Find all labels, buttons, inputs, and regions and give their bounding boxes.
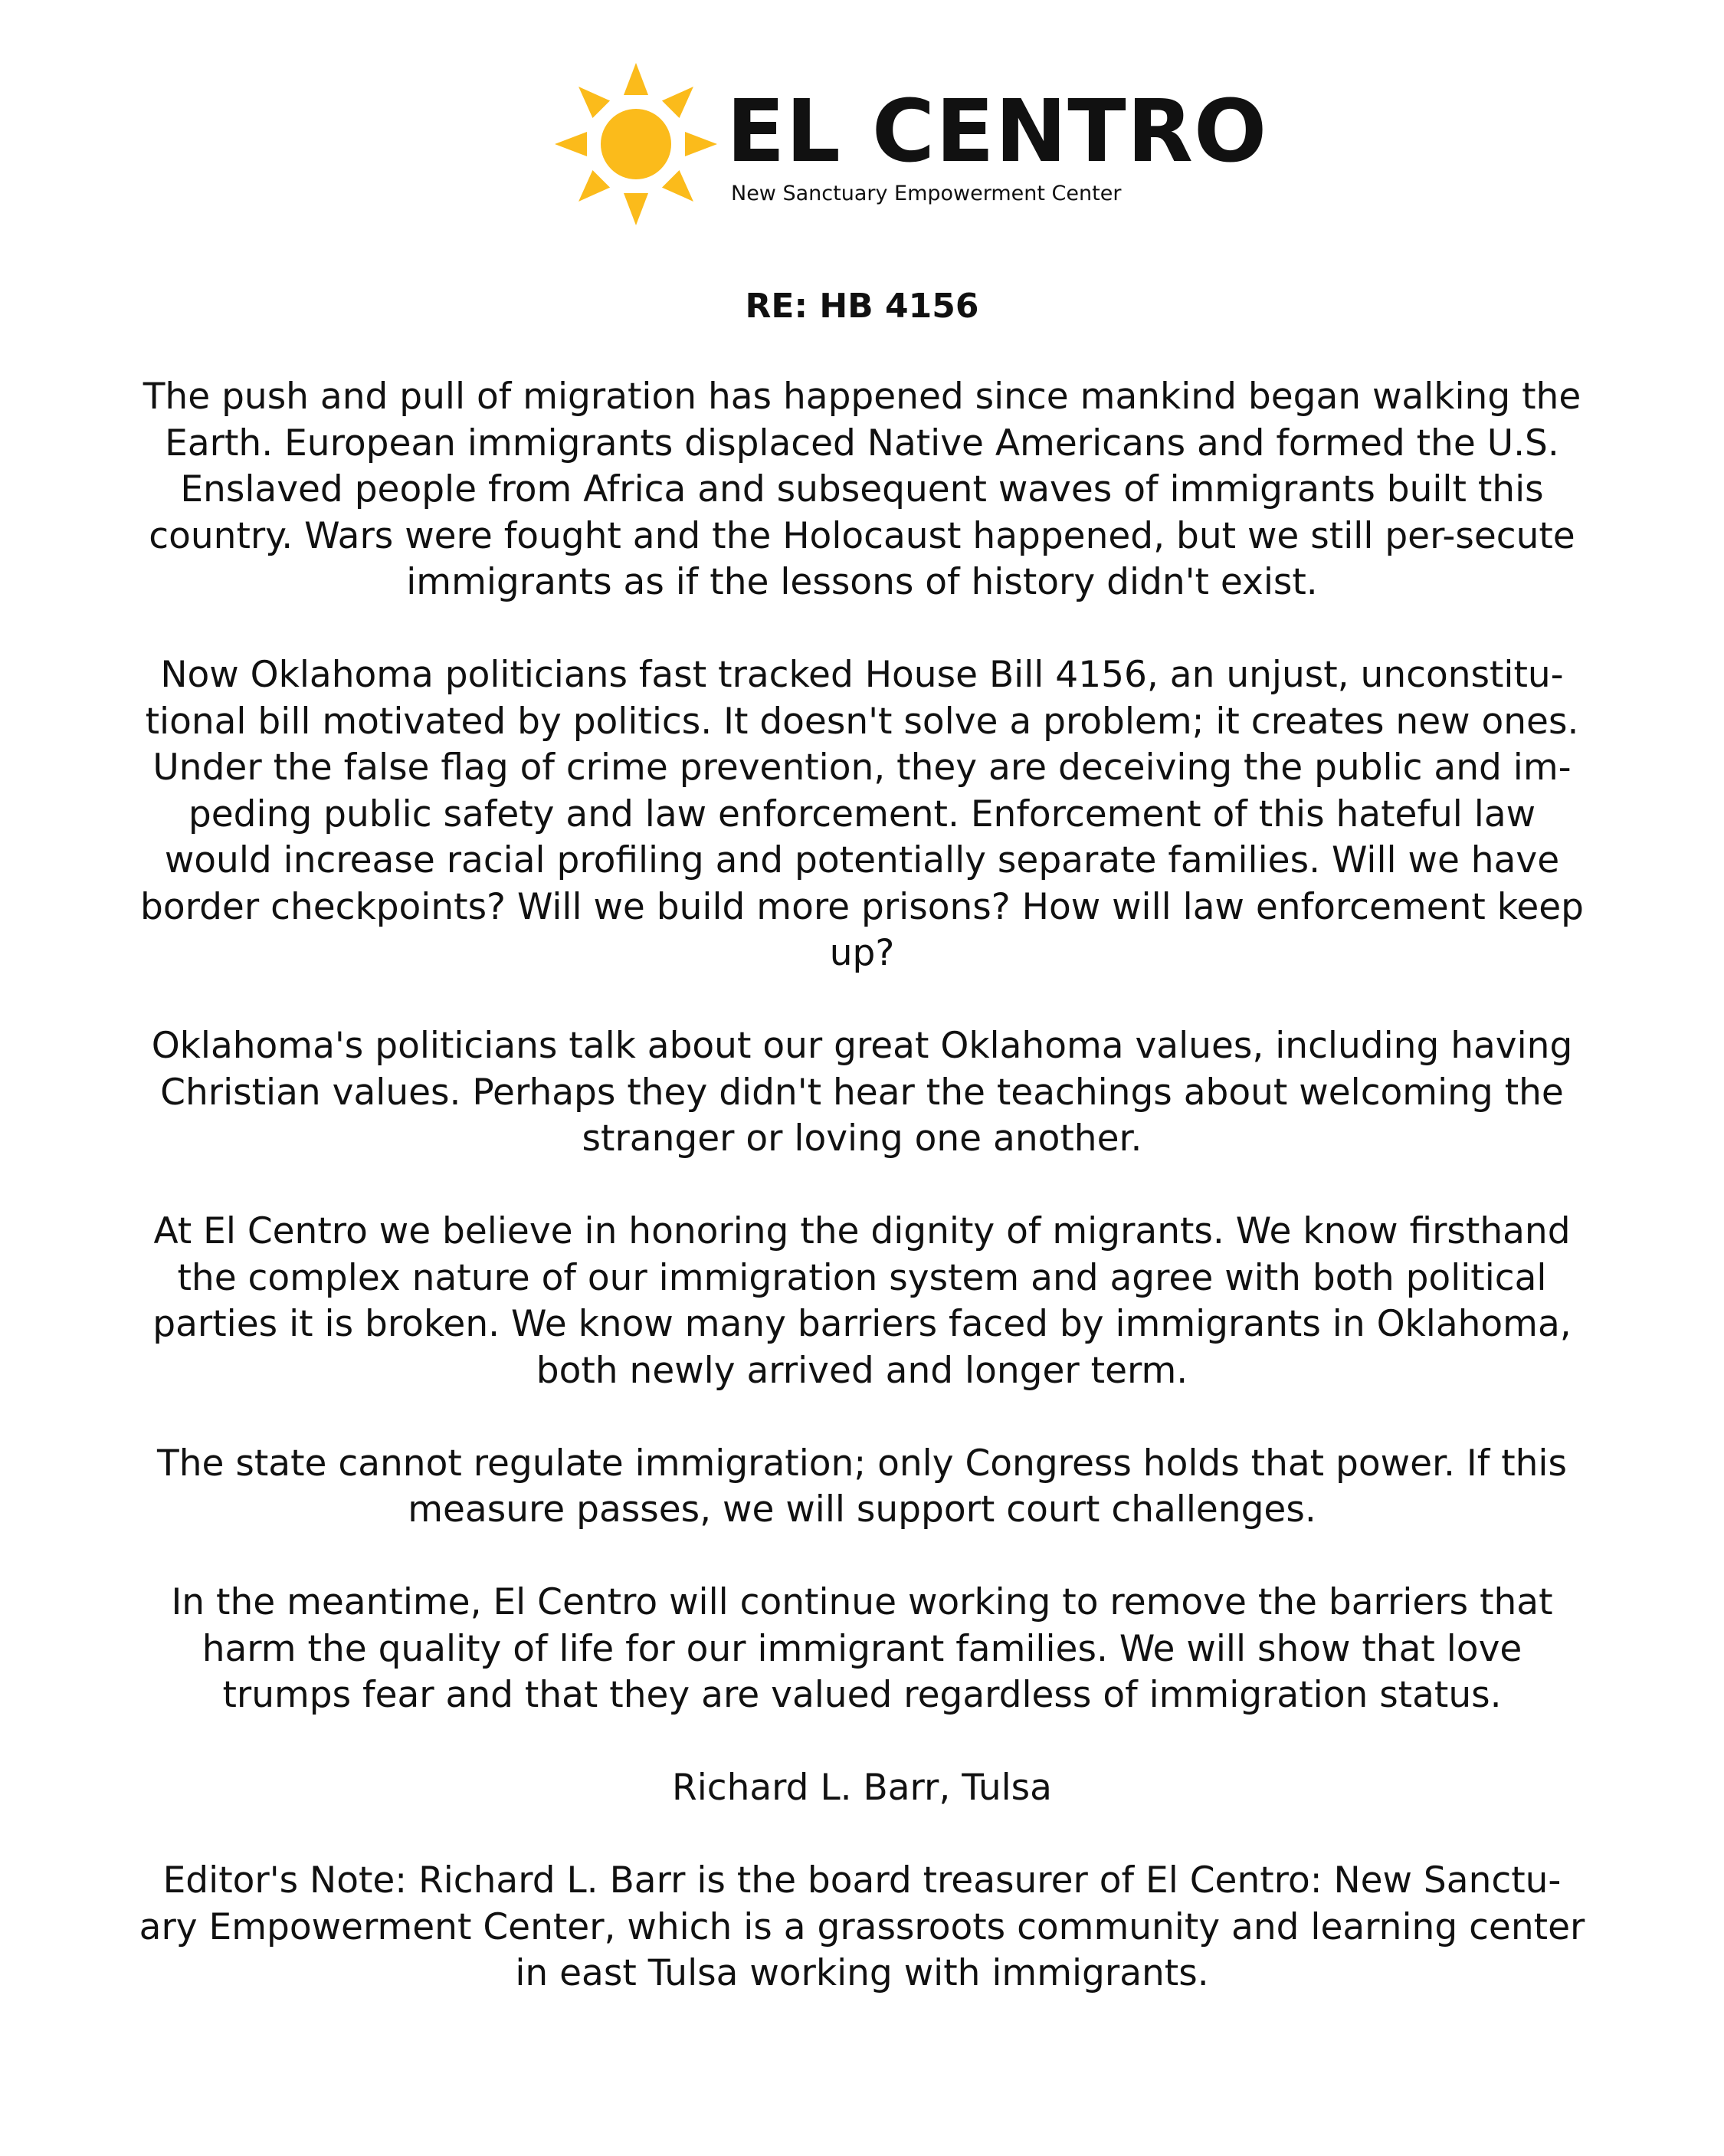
- brand: [726, 82, 1268, 205]
- paragraph: The state cannot regulate immigration; only Congress holds that power. If this measure passes, we will support court challenges.: [157, 1442, 1567, 1531]
- brand-tagline: New Sanctuary Empowerment Center: [731, 182, 1122, 205]
- letter-subject: RE: HB 4156: [745, 287, 979, 326]
- sun-icon: [552, 60, 720, 228]
- paragraph: Oklahoma's politicians talk about our great Oklahoma values, including having Christian values. Perhaps they didn't hear the teachings about welcoming the stranger or loving one another.: [151, 1025, 1573, 1160]
- paragraph: Under the false flag of crime prevention, they are deceiving the public and im-peding public safety and law enforcement. Enforcement of this hateful law would increase racial profiling and potentially separate families. Will we have border checkpoints? Will we build more prisons? How will law enforcement keep up?: [140, 747, 1584, 974]
- paragraph: The push and pull of migration has happened since mankind began walking the Earth. European immigrants displaced Native Americans and formed the U.S. Enslaved people from Africa and subsequent waves of immigrants built this country. Wars were fought and the Holocaust happened, but we still per-secute immigrants as if the lessons of history didn't exist.: [143, 376, 1581, 603]
- paragraph: At El Centro we believe in honoring the dignity of migrants. We know firsthand the complex nature of our immigration system and agree with both political parties it is broken. We know many barriers faced by immigrants in Oklahoma, both newly arrived and longer term.: [152, 1210, 1572, 1392]
- paragraph: Now Oklahoma politicians fast tracked House Bill 4156, an unjust, unconstitu-tional bill motivated by politics. It doesn't solve a problem; it creates new ones.: [145, 654, 1579, 743]
- letter-body: [138, 284, 1586, 1997]
- logo-header: [0, 60, 1724, 228]
- editors-note: Editor's Note: Richard L. Barr is the board treasurer of El Centro: New Sanctu-ary Empowerment Center, which is a grassroots community and learning center in east Tulsa working with immigrants.: [139, 1859, 1585, 1994]
- signature: Richard L. Barr, Tulsa: [672, 1767, 1052, 1809]
- paragraph: In the meantime, El Centro will continue working to remove the barriers that harm the quality of life for our immigrant families. We will show that love trumps fear and that they are valued regardless of immigration status.: [171, 1581, 1553, 1716]
- brand-name: EL CENTRO: [726, 82, 1268, 182]
